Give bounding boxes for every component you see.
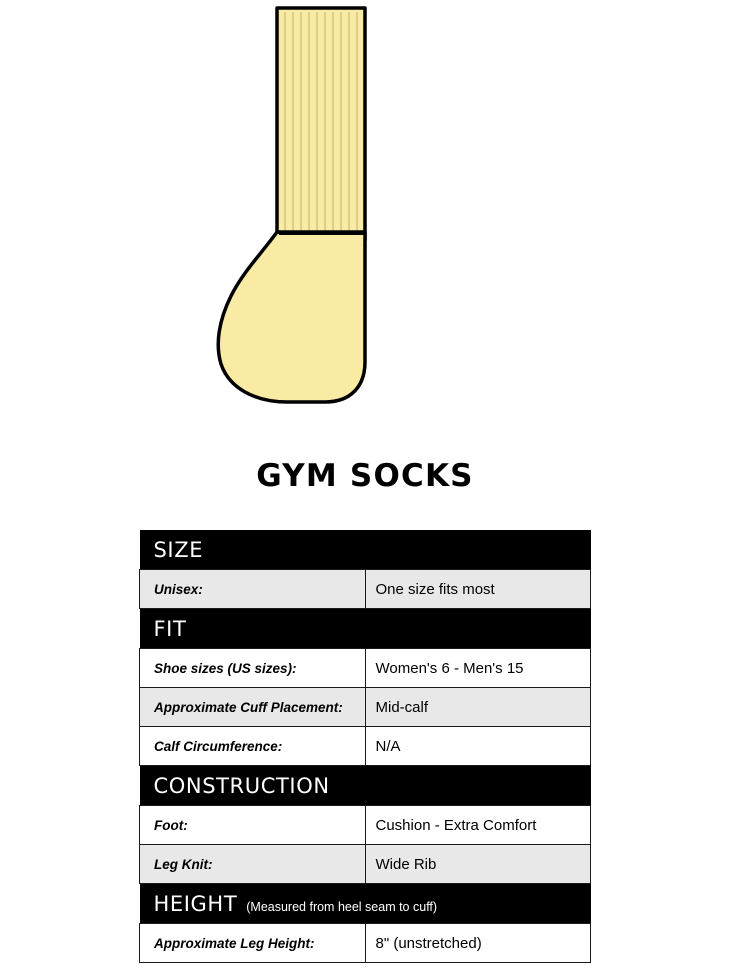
section-header-height: [140, 884, 591, 924]
section-note: (Measured from heel seam to cuff): [246, 899, 438, 914]
row-value: Mid-calf: [365, 688, 591, 727]
row-label: Approximate Leg Height:: [140, 924, 366, 963]
table-row: [140, 727, 591, 766]
table-row: [140, 924, 591, 963]
row-value: 8" (unstretched): [365, 924, 591, 963]
spec-table: [139, 530, 591, 963]
section-title: HEIGHT: [153, 891, 238, 916]
table-row: [140, 806, 591, 845]
section-header-construction: [140, 766, 591, 806]
table-row: [140, 570, 591, 609]
row-label: Approximate Cuff Placement:: [140, 688, 366, 727]
row-value: N/A: [365, 727, 591, 766]
row-label: Unisex:: [140, 570, 366, 609]
row-value: Cushion - Extra Comfort: [365, 806, 591, 845]
row-value: Wide Rib: [365, 845, 591, 884]
table-row: [140, 688, 591, 727]
row-label: Shoe sizes (US sizes):: [140, 649, 366, 688]
table-row: [140, 845, 591, 884]
section-title: CONSTRUCTION: [153, 773, 330, 798]
sock-illustration: [0, 0, 730, 430]
section-title: SIZE: [153, 537, 204, 562]
section-header-fit: [140, 609, 591, 649]
section-header-size: [140, 530, 591, 570]
section-title: FIT: [153, 616, 187, 641]
row-value: One size fits most: [365, 570, 591, 609]
page-title: GYM SOCKS: [256, 458, 474, 494]
row-value: Women's 6 - Men's 15: [365, 649, 591, 688]
row-label: Foot:: [140, 806, 366, 845]
table-row: [140, 649, 591, 688]
spec-table-wrap: [139, 530, 591, 963]
row-label: Leg Knit:: [140, 845, 366, 884]
row-label: Calf Circumference:: [140, 727, 366, 766]
